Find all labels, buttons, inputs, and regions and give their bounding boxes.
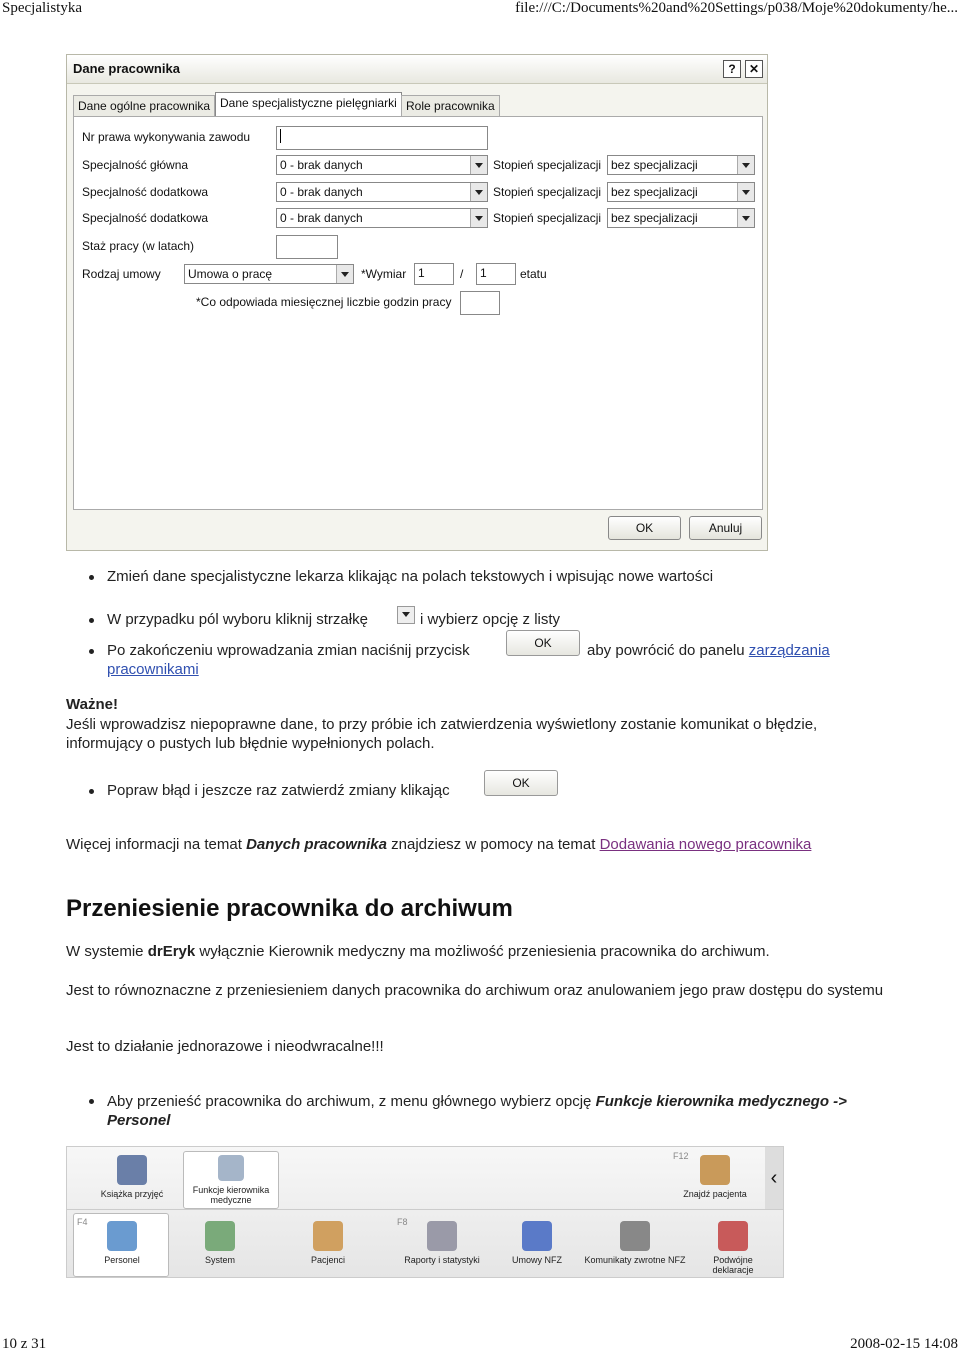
degree-3-value: bez specjalizacji xyxy=(611,211,698,225)
important-heading: Ważne! xyxy=(66,696,118,713)
bullet-ok-text-a: Po zakończeniu wprowadzania zmian naciśnij przycisk xyxy=(107,642,470,659)
chevron-down-icon[interactable] xyxy=(470,156,487,174)
section-p2: Jest to równoznaczne z przeniesieniem danych pracownika do archiwum oraz anulowaniem jego praw dostępu do systemu xyxy=(66,982,884,999)
monthly-hours-input[interactable] xyxy=(460,291,500,315)
menu-personnel[interactable]: Personel xyxy=(77,1221,167,1265)
more-info-b: Danych pracownika xyxy=(246,836,387,853)
bullet-select xyxy=(107,611,368,628)
degree-3-select[interactable] xyxy=(607,208,755,228)
fkey-f12: F12 xyxy=(673,1151,689,1161)
chevron-left-icon[interactable]: ‹ xyxy=(765,1147,783,1209)
page-header-title: Specjalistyka xyxy=(2,0,82,16)
main-specialty-select[interactable] xyxy=(276,155,488,175)
label-extra-specialty-1: Specjalność dodatkowa xyxy=(82,185,209,199)
menu-nfz-messages[interactable]: Komunikaty zwrotne NFZ xyxy=(583,1221,687,1265)
link-manage-employees[interactable]: zarządzania xyxy=(748,642,830,659)
ok-button-image-2: OK xyxy=(484,770,558,796)
tab-roles[interactable]: Role pracownika xyxy=(401,95,500,116)
label-seniority: Staż pracy (w latach) xyxy=(82,239,195,253)
section-p1-brand: drEryk xyxy=(147,943,196,960)
contract-type-value: Umowa o pracę xyxy=(188,267,273,281)
chevron-down-icon[interactable] xyxy=(470,183,487,201)
employee-dialog xyxy=(66,54,768,551)
label-degree-1: Stopień specjalizacji xyxy=(493,158,602,172)
declarations-icon xyxy=(718,1221,748,1251)
more-info xyxy=(66,836,811,853)
chevron-down-icon[interactable] xyxy=(737,183,754,201)
bullet-ok-text-b1: aby powrócić do panelu xyxy=(587,642,745,659)
personnel-icon xyxy=(107,1221,137,1251)
section-p1-a: W systemie xyxy=(66,943,144,960)
menu-find-patient[interactable]: Znajdź pacjenta xyxy=(675,1155,755,1199)
bullet-archive xyxy=(107,1092,907,1130)
help-icon[interactable]: ? xyxy=(723,60,741,78)
menu-reports[interactable]: Raporty i statystyki xyxy=(387,1221,497,1265)
fte-numerator-input[interactable]: 1 xyxy=(414,263,454,285)
bullet-fix: Popraw błąd i jeszcze raz zatwierdź zmiany klikając xyxy=(107,782,450,799)
bullet-archive-a: Aby przenieść pracownika do archiwum, z menu głównego wybierz opcję xyxy=(107,1093,592,1110)
link-manage-employees-2[interactable]: pracownikami xyxy=(107,661,199,678)
fkey-f4: F4 xyxy=(77,1217,88,1227)
bullet-archive-b: Funkcje kierownika medycznego xyxy=(595,1093,829,1110)
fte-denominator-input[interactable]: 1 xyxy=(476,263,516,285)
ok-button-image: OK xyxy=(506,630,580,656)
bullet-archive-c: -> Personel xyxy=(107,1093,847,1129)
chevron-down-icon[interactable] xyxy=(737,156,754,174)
contracts-icon xyxy=(522,1221,552,1251)
label-contract-type: Rodzaj umowy xyxy=(82,267,161,281)
dialog-title: Dane pracownika xyxy=(73,61,180,76)
menu-nfz-contracts[interactable]: Umowy NFZ xyxy=(497,1221,577,1265)
main-specialty-value: 0 - brak danych xyxy=(280,158,363,172)
book-icon xyxy=(117,1155,147,1185)
ok-button[interactable]: OK xyxy=(608,516,681,540)
label-main-specialty: Specjalność główna xyxy=(82,158,189,172)
page-footer-count: 10 z 31 xyxy=(2,1336,47,1352)
more-info-c: znajdziesz w pomocy na temat xyxy=(391,836,596,853)
bullet-ok-text-b xyxy=(587,642,830,659)
extra-specialty-1-value: 0 - brak danych xyxy=(280,185,363,199)
label-fte: *Wymiar xyxy=(361,267,407,281)
tab-specialist[interactable]: Dane specjalistyczne pielęgniarki xyxy=(215,92,402,117)
extra-specialty-2-select[interactable] xyxy=(276,208,488,228)
label-license: Nr prawa wykonywania zawodu xyxy=(82,130,251,144)
extra-specialty-2-value: 0 - brak danych xyxy=(280,211,363,225)
contract-type-select[interactable] xyxy=(184,264,354,284)
bullet-select-text-b: i wybierz opcję z listy xyxy=(420,611,561,628)
messages-icon xyxy=(620,1221,650,1251)
bullet-edit: Zmień dane specjalistyczne lekarza klikając na polach tekstowych i wpisując nowe wartości xyxy=(107,568,714,585)
degree-1-value: bez specjalizacji xyxy=(611,158,698,172)
dropdown-arrow-icon xyxy=(397,606,415,624)
label-extra-specialty-2: Specjalność dodatkowa xyxy=(82,211,209,225)
menu-patients[interactable]: Pacjenci xyxy=(283,1221,373,1265)
manager-icon xyxy=(218,1155,244,1181)
menu-double-declarations[interactable]: Podwójne deklaracje xyxy=(693,1221,773,1275)
chevron-down-icon[interactable] xyxy=(336,265,353,283)
main-menu-toolbar xyxy=(66,1146,784,1278)
fte-slash: / xyxy=(460,267,464,281)
patients-icon xyxy=(313,1221,343,1251)
system-icon xyxy=(205,1221,235,1251)
section-p1-c: wyłącznie Kierownik medyczny ma możliwość przeniesienia pracownika do archiwum. xyxy=(199,943,770,960)
menu-system[interactable]: System xyxy=(175,1221,265,1265)
tab-general[interactable]: Dane ogólne pracownika xyxy=(73,95,215,116)
page-header-url: file:///C:/Documents%20and%20Settings/p038/Moje%20dokumenty/he... xyxy=(515,0,958,16)
fkey-f8: F8 xyxy=(397,1217,408,1227)
reports-icon xyxy=(427,1221,457,1251)
section-heading: Przeniesienie pracownika do archiwum xyxy=(66,895,513,922)
dialog-titlebar xyxy=(67,55,767,84)
more-info-a: Więcej informacji na temat xyxy=(66,836,242,853)
chevron-down-icon[interactable] xyxy=(737,209,754,227)
tab-panel xyxy=(73,116,763,510)
menu-manager-functions[interactable]: Funkcje kierownika medyczne xyxy=(183,1151,279,1209)
degree-1-select[interactable] xyxy=(607,155,755,175)
find-patient-icon xyxy=(700,1155,730,1185)
extra-specialty-1-select[interactable] xyxy=(276,182,488,202)
cancel-button[interactable]: Anuluj xyxy=(689,516,762,540)
link-add-employee[interactable]: Dodawania nowego pracownika xyxy=(599,836,812,853)
license-input[interactable] xyxy=(276,126,488,150)
bullet-ok xyxy=(107,642,470,659)
close-icon[interactable]: ✕ xyxy=(745,60,763,78)
important-text: Jeśli wprowadzisz niepoprawne dane, to przy próbie ich zatwierdzenia wyświetlony zostanie komunikat o błędzie, informujący o pustych lub błędnie wypełnionych polach. xyxy=(66,716,818,752)
seniority-input[interactable] xyxy=(276,235,338,259)
label-fte-unit: etatu xyxy=(520,267,547,281)
chevron-down-icon[interactable] xyxy=(470,209,487,227)
menu-book[interactable]: Książka przyjęć xyxy=(97,1155,167,1199)
section-p1 xyxy=(66,943,770,960)
label-degree-2: Stopień specjalizacji xyxy=(493,185,602,199)
label-degree-3: Stopień specjalizacji xyxy=(493,211,602,225)
degree-2-value: bez specjalizacji xyxy=(611,185,698,199)
page-footer-date: 2008-02-15 14:08 xyxy=(850,1336,958,1352)
bullet-select-text-a: W przypadku pól wyboru kliknij strzałkę xyxy=(107,611,368,628)
label-monthly-hours: *Co odpowiada miesięcznej liczbie godzin pracy xyxy=(196,295,452,309)
degree-2-select[interactable] xyxy=(607,182,755,202)
section-p3: Jest to działanie jednorazowe i nieodwracalne!!! xyxy=(66,1038,384,1055)
